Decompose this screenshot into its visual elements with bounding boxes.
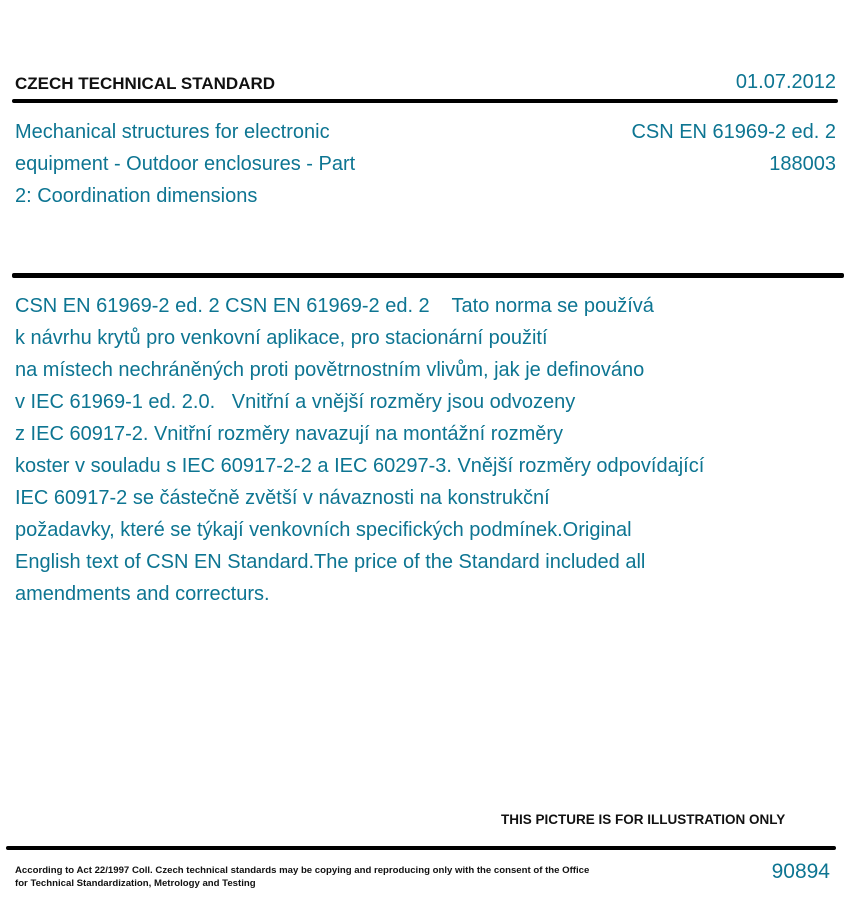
title-line: Mechanical structures for electronic bbox=[15, 121, 330, 143]
standard-title bbox=[15, 116, 415, 212]
description-line: požadavky, které se týkají venkovních specifických podmínek.Original bbox=[15, 519, 632, 541]
standard-number: CSN EN 61969-2 ed. 2 bbox=[631, 121, 836, 143]
document-type-label: CZECH TECHNICAL STANDARD bbox=[15, 74, 276, 93]
title-line: equipment - Outdoor enclosures - Part bbox=[15, 153, 356, 175]
illustration-disclaimer: THIS PICTURE IS FOR ILLUSTRATION ONLY bbox=[501, 812, 786, 827]
description-line: CSN EN 61969-2 ed. 2 CSN EN 61969-2 ed. 2 Tato norma se používá bbox=[15, 295, 654, 317]
classification-code: 188003 bbox=[769, 153, 836, 175]
title-line: 2: Coordination dimensions bbox=[15, 185, 258, 207]
footer-divider bbox=[6, 846, 836, 850]
title-divider bbox=[12, 273, 844, 278]
description-line: koster v souladu s IEC 60917-2-2 a IEC 60297-3. Vnější rozměry odpovídající bbox=[15, 455, 705, 477]
publication-date: 01.07.2012 bbox=[735, 71, 836, 93]
document-code: 90894 bbox=[771, 860, 830, 883]
description-line: English text of CSN EN Standard.The price of the Standard included all bbox=[15, 551, 646, 573]
standard-description bbox=[15, 290, 815, 610]
description-line: k návrhu krytů pro venkovní aplikace, pro stacionární použití bbox=[15, 327, 548, 349]
header-divider bbox=[12, 99, 838, 103]
description-line: na místech nechráněných proti povětrnostním vlivům, jak je definováno bbox=[15, 359, 645, 381]
standard-identifier bbox=[631, 116, 836, 180]
description-line: z IEC 60917-2. Vnitřní rozměry navazují na montážní rozměry bbox=[15, 423, 564, 445]
description-line: IEC 60917-2 se částečně zvětší v návaznosti na konstrukční bbox=[15, 487, 550, 509]
legal-line: According to Act 22/1997 Coll. Czech technical standards may be copying and reproducing only with the consent of the Office bbox=[15, 865, 590, 876]
legal-notice bbox=[15, 865, 615, 890]
legal-line: for Technical Standardization, Metrology and Testing bbox=[15, 877, 256, 889]
description-line: v IEC 61969-1 ed. 2.0. Vnitřní a vnější rozměry jsou odvozeny bbox=[15, 391, 576, 413]
description-line: amendments and correcturs. bbox=[15, 583, 270, 605]
